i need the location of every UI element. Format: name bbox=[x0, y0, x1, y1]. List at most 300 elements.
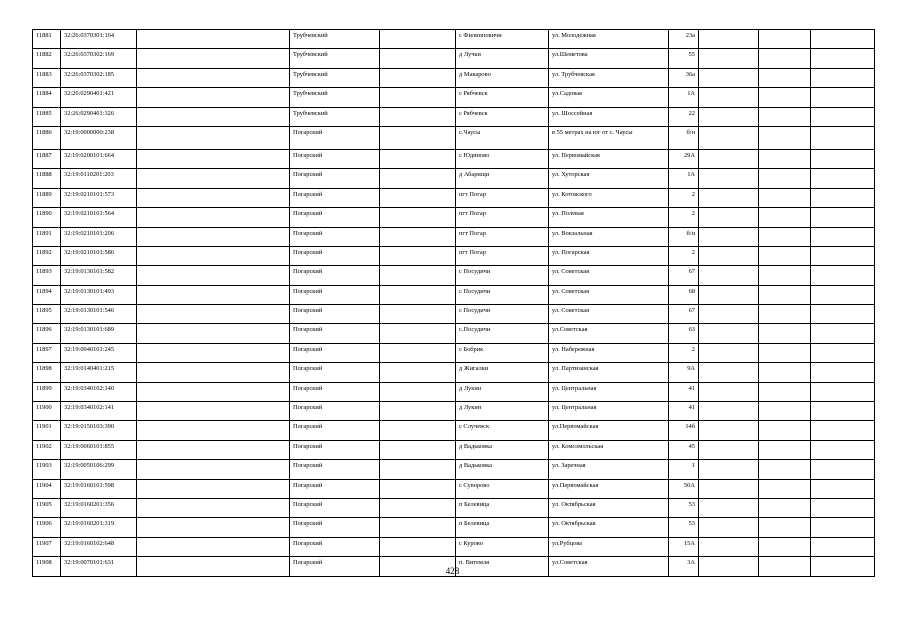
cell-empty bbox=[811, 49, 875, 68]
cell-empty bbox=[759, 402, 811, 421]
cell-record-number: 11897 bbox=[33, 343, 61, 362]
cell-district: Погарский bbox=[290, 266, 380, 285]
cell-settlement: с Случевск bbox=[456, 421, 549, 440]
table-row bbox=[33, 169, 875, 188]
cell-house-number: 15А bbox=[669, 537, 699, 556]
cell-empty bbox=[699, 246, 759, 265]
cell-empty bbox=[811, 479, 875, 498]
cell-empty bbox=[137, 421, 290, 440]
cell-district: Погарский bbox=[290, 421, 380, 440]
table-row bbox=[33, 285, 875, 304]
cell-cadastral-number: 32:19:0160101:598 bbox=[61, 479, 137, 498]
cell-empty bbox=[380, 266, 456, 285]
cell-settlement: с.Посудичи bbox=[456, 324, 549, 343]
cell-empty bbox=[380, 30, 456, 49]
table-row bbox=[33, 382, 875, 401]
cell-house-number: 1А bbox=[669, 169, 699, 188]
cell-house-number: 2 bbox=[669, 343, 699, 362]
cell-street: ул. Заречная bbox=[549, 460, 669, 479]
cell-district: Погарский bbox=[290, 208, 380, 227]
cell-empty bbox=[699, 363, 759, 382]
cell-district: Трубчевский bbox=[290, 68, 380, 87]
cell-settlement: д Лукин bbox=[456, 402, 549, 421]
cell-empty bbox=[699, 149, 759, 168]
cell-empty bbox=[699, 266, 759, 285]
cell-record-number: 11883 bbox=[33, 68, 61, 87]
cell-district: Погарский bbox=[290, 169, 380, 188]
cell-cadastral-number: 32:19:0130101:582 bbox=[61, 266, 137, 285]
cell-settlement: пгт Погар bbox=[456, 227, 549, 246]
cell-cadastral-number: 32:19:0160201:356 bbox=[61, 498, 137, 517]
cell-district: Погарский bbox=[290, 126, 380, 149]
cell-cadastral-number: 32:19:0070101:631 bbox=[61, 557, 137, 576]
cell-empty bbox=[811, 421, 875, 440]
cell-street: ул. Советская bbox=[549, 285, 669, 304]
cell-record-number: 11904 bbox=[33, 479, 61, 498]
cell-empty bbox=[699, 30, 759, 49]
cell-empty bbox=[137, 49, 290, 68]
cell-record-number: 11907 bbox=[33, 537, 61, 556]
cell-house-number: 53 bbox=[669, 518, 699, 537]
table-row bbox=[33, 149, 875, 168]
cell-empty bbox=[380, 305, 456, 324]
cell-empty bbox=[811, 169, 875, 188]
cell-house-number: 50А bbox=[669, 479, 699, 498]
cell-district: Погарский bbox=[290, 479, 380, 498]
cell-empty bbox=[811, 324, 875, 343]
cell-empty bbox=[811, 266, 875, 285]
cell-house-number: б/н bbox=[669, 126, 699, 149]
cell-record-number: 11886 bbox=[33, 126, 61, 149]
cell-district: Погарский bbox=[290, 460, 380, 479]
cell-empty bbox=[699, 169, 759, 188]
cell-empty bbox=[380, 49, 456, 68]
table-row bbox=[33, 440, 875, 459]
cell-empty bbox=[137, 498, 290, 517]
cell-district: Погарский bbox=[290, 149, 380, 168]
cell-settlement: с Бобрик bbox=[456, 343, 549, 362]
cell-street: ул. Котовского bbox=[549, 188, 669, 207]
cell-empty bbox=[699, 421, 759, 440]
cell-empty bbox=[759, 208, 811, 227]
cell-district: Трубчевский bbox=[290, 107, 380, 126]
cell-empty bbox=[811, 227, 875, 246]
cell-empty bbox=[380, 363, 456, 382]
cell-empty bbox=[380, 460, 456, 479]
cell-empty bbox=[759, 68, 811, 87]
cell-empty bbox=[380, 107, 456, 126]
cell-record-number: 11896 bbox=[33, 324, 61, 343]
cell-cadastral-number: 32:19:0130101:493 bbox=[61, 285, 137, 304]
cell-cadastral-number: 32:19:0050106:299 bbox=[61, 460, 137, 479]
cell-empty bbox=[759, 227, 811, 246]
cell-cadastral-number: 32:19:0210101:206 bbox=[61, 227, 137, 246]
cell-empty bbox=[137, 88, 290, 107]
cell-empty bbox=[137, 324, 290, 343]
page-number: 428 bbox=[445, 566, 460, 576]
table-row bbox=[33, 30, 875, 49]
cell-house-number: 2 bbox=[669, 208, 699, 227]
cell-record-number: 11890 bbox=[33, 208, 61, 227]
cell-empty bbox=[380, 285, 456, 304]
cell-empty bbox=[759, 537, 811, 556]
cell-empty bbox=[699, 479, 759, 498]
cell-settlement: с Юдиново bbox=[456, 149, 549, 168]
cell-empty bbox=[380, 126, 456, 149]
cell-house-number: 2 bbox=[669, 188, 699, 207]
cell-empty bbox=[137, 440, 290, 459]
cell-empty bbox=[137, 30, 290, 49]
cell-settlement: с Посудичи bbox=[456, 305, 549, 324]
cell-empty bbox=[380, 402, 456, 421]
cell-house-number: 68 bbox=[669, 285, 699, 304]
cell-settlement: д Вадьковка bbox=[456, 440, 549, 459]
cell-settlement: п Белевица bbox=[456, 498, 549, 517]
cell-cadastral-number: 32:19:0110201:203 bbox=[61, 169, 137, 188]
cell-empty bbox=[137, 246, 290, 265]
cell-empty bbox=[811, 208, 875, 227]
cell-district: Погарский bbox=[290, 402, 380, 421]
cell-settlement: д Жигалки bbox=[456, 363, 549, 382]
table-row bbox=[33, 107, 875, 126]
cell-empty bbox=[699, 382, 759, 401]
cell-house-number: 41 bbox=[669, 402, 699, 421]
cell-house-number: 23а bbox=[669, 30, 699, 49]
cell-empty bbox=[380, 169, 456, 188]
cell-record-number: 11906 bbox=[33, 518, 61, 537]
cell-empty bbox=[137, 382, 290, 401]
table-row bbox=[33, 227, 875, 246]
cell-cadastral-number: 32:19:0340102:140 bbox=[61, 382, 137, 401]
table-row bbox=[33, 88, 875, 107]
cell-empty bbox=[759, 246, 811, 265]
cell-cadastral-number: 32:19:0150103:390 bbox=[61, 421, 137, 440]
cell-district: Погарский bbox=[290, 246, 380, 265]
cell-empty bbox=[759, 498, 811, 517]
cell-street: ул.Первомайская bbox=[549, 479, 669, 498]
cell-record-number: 11881 bbox=[33, 30, 61, 49]
cell-record-number: 11892 bbox=[33, 246, 61, 265]
cell-house-number: 67 bbox=[669, 266, 699, 285]
cell-cadastral-number: 32:19:0060101:855 bbox=[61, 440, 137, 459]
cell-empty bbox=[137, 518, 290, 537]
cell-empty bbox=[699, 107, 759, 126]
cell-empty bbox=[137, 402, 290, 421]
cell-record-number: 11908 bbox=[33, 557, 61, 576]
table-row bbox=[33, 305, 875, 324]
cell-street: ул. Комсомольская bbox=[549, 440, 669, 459]
cell-cadastral-number: 32:19:0140401:215 bbox=[61, 363, 137, 382]
cell-empty bbox=[137, 343, 290, 362]
cell-record-number: 11891 bbox=[33, 227, 61, 246]
cell-empty bbox=[699, 324, 759, 343]
cell-district: Погарский bbox=[290, 188, 380, 207]
cell-district: Трубчевский bbox=[290, 30, 380, 49]
cell-empty bbox=[380, 343, 456, 362]
cell-empty bbox=[380, 68, 456, 87]
cell-empty bbox=[811, 363, 875, 382]
cell-house-number: 41 bbox=[669, 382, 699, 401]
cell-empty bbox=[759, 285, 811, 304]
table-row bbox=[33, 266, 875, 285]
cell-empty bbox=[811, 343, 875, 362]
cell-empty bbox=[811, 305, 875, 324]
cell-cadastral-number: 32:19:0200101:664 bbox=[61, 149, 137, 168]
cell-record-number: 11899 bbox=[33, 382, 61, 401]
cell-district: Погарский bbox=[290, 305, 380, 324]
cell-cadastral-number: 32:19:0210101:586 bbox=[61, 246, 137, 265]
cell-empty bbox=[380, 440, 456, 459]
cell-empty bbox=[380, 246, 456, 265]
cell-record-number: 11895 bbox=[33, 305, 61, 324]
cell-settlement: с Суворово bbox=[456, 479, 549, 498]
cell-record-number: 11900 bbox=[33, 402, 61, 421]
table-row bbox=[33, 518, 875, 537]
cell-district: Погарский bbox=[290, 557, 380, 576]
cell-district: Погарский bbox=[290, 382, 380, 401]
cell-street: ул. Центральная bbox=[549, 382, 669, 401]
cell-empty bbox=[811, 285, 875, 304]
cell-cadastral-number: 32:19:0160201:319 bbox=[61, 518, 137, 537]
cell-house-number: 55 bbox=[669, 49, 699, 68]
cell-empty bbox=[811, 518, 875, 537]
cell-empty bbox=[380, 227, 456, 246]
cell-cadastral-number: 32:26:0290401:421 bbox=[61, 88, 137, 107]
cell-district: Погарский bbox=[290, 440, 380, 459]
table-row bbox=[33, 126, 875, 149]
cell-empty bbox=[137, 460, 290, 479]
cell-empty bbox=[759, 305, 811, 324]
cell-empty bbox=[380, 479, 456, 498]
cell-empty bbox=[759, 107, 811, 126]
cell-empty bbox=[759, 30, 811, 49]
cell-settlement: п. Витемля bbox=[456, 557, 549, 576]
table-row bbox=[33, 460, 875, 479]
cell-empty bbox=[759, 188, 811, 207]
cell-empty bbox=[759, 382, 811, 401]
cell-house-number: 67 bbox=[669, 305, 699, 324]
cell-district: Трубчевский bbox=[290, 49, 380, 68]
cell-settlement: с Посудичи bbox=[456, 266, 549, 285]
cell-street: ул. Погарская bbox=[549, 246, 669, 265]
table-row bbox=[33, 188, 875, 207]
cell-district: Погарский bbox=[290, 324, 380, 343]
cell-street: ул.Рубцова bbox=[549, 537, 669, 556]
cell-settlement: с Рябчевск bbox=[456, 107, 549, 126]
cell-street: ул.Садовая bbox=[549, 88, 669, 107]
cell-street: ул. Хуторская bbox=[549, 169, 669, 188]
table-row bbox=[33, 402, 875, 421]
cell-cadastral-number: 32:19:0210101:573 bbox=[61, 188, 137, 207]
cell-empty bbox=[699, 537, 759, 556]
cell-empty bbox=[380, 208, 456, 227]
cell-house-number: 29А bbox=[669, 149, 699, 168]
cell-street: ул.Советская bbox=[549, 324, 669, 343]
cell-empty bbox=[759, 88, 811, 107]
cell-empty bbox=[811, 440, 875, 459]
cell-empty bbox=[380, 518, 456, 537]
cell-record-number: 11882 bbox=[33, 49, 61, 68]
cell-settlement: д Лукин bbox=[456, 382, 549, 401]
cell-district: Трубчевский bbox=[290, 88, 380, 107]
cell-settlement: п Белевица bbox=[456, 518, 549, 537]
cell-empty bbox=[137, 188, 290, 207]
cell-empty bbox=[811, 188, 875, 207]
cell-record-number: 11903 bbox=[33, 460, 61, 479]
cell-cadastral-number: 32:26:0370301:164 bbox=[61, 30, 137, 49]
cell-empty bbox=[137, 208, 290, 227]
cell-settlement: с Рябчевск bbox=[456, 88, 549, 107]
cell-empty bbox=[699, 188, 759, 207]
cell-street: ул.Советская bbox=[549, 557, 669, 576]
cell-cadastral-number: 32:19:0130101:546 bbox=[61, 305, 137, 324]
cell-district: Погарский bbox=[290, 363, 380, 382]
cell-empty bbox=[811, 382, 875, 401]
cell-empty bbox=[759, 149, 811, 168]
cell-empty bbox=[380, 149, 456, 168]
cell-record-number: 11884 bbox=[33, 88, 61, 107]
cell-house-number: б/н bbox=[669, 227, 699, 246]
table-row bbox=[33, 324, 875, 343]
cell-record-number: 11905 bbox=[33, 498, 61, 517]
cell-settlement: д Лучки bbox=[456, 49, 549, 68]
cell-empty bbox=[811, 460, 875, 479]
cell-empty bbox=[137, 107, 290, 126]
cell-settlement: пгт Погар bbox=[456, 188, 549, 207]
cell-empty bbox=[759, 460, 811, 479]
cell-cadastral-number: 32:26:0370302:169 bbox=[61, 49, 137, 68]
cell-empty bbox=[699, 208, 759, 227]
cell-house-number: 36а bbox=[669, 68, 699, 87]
cell-empty bbox=[137, 479, 290, 498]
cell-house-number: 14б bbox=[669, 421, 699, 440]
table-row bbox=[33, 421, 875, 440]
cell-settlement: д Вадьковка bbox=[456, 460, 549, 479]
cell-district: Погарский bbox=[290, 498, 380, 517]
cell-empty bbox=[759, 49, 811, 68]
cell-empty bbox=[380, 324, 456, 343]
cell-cadastral-number: 32:19:0130101:689 bbox=[61, 324, 137, 343]
cell-empty bbox=[759, 126, 811, 149]
cell-record-number: 11902 bbox=[33, 440, 61, 459]
property-table bbox=[32, 29, 875, 577]
cell-empty bbox=[137, 68, 290, 87]
cell-empty bbox=[811, 402, 875, 421]
cell-street: ул. Советская bbox=[549, 266, 669, 285]
table-row bbox=[33, 498, 875, 517]
cell-empty bbox=[380, 498, 456, 517]
cell-house-number: 1 bbox=[669, 460, 699, 479]
cell-empty bbox=[811, 149, 875, 168]
table-row bbox=[33, 208, 875, 227]
cell-empty bbox=[699, 68, 759, 87]
cell-empty bbox=[137, 537, 290, 556]
cell-empty bbox=[699, 402, 759, 421]
cell-house-number: 22 bbox=[669, 107, 699, 126]
cell-empty bbox=[811, 126, 875, 149]
cell-record-number: 11885 bbox=[33, 107, 61, 126]
cell-empty bbox=[811, 68, 875, 87]
cell-street: ул.Первомайская bbox=[549, 421, 669, 440]
cell-empty bbox=[759, 324, 811, 343]
cell-settlement: с Филипповичи bbox=[456, 30, 549, 49]
cell-empty bbox=[137, 227, 290, 246]
cell-house-number: 45 bbox=[669, 440, 699, 459]
cell-empty bbox=[811, 498, 875, 517]
cell-empty bbox=[759, 440, 811, 459]
cell-district: Погарский bbox=[290, 343, 380, 362]
cell-settlement: пгт Погар bbox=[456, 208, 549, 227]
cell-empty bbox=[380, 537, 456, 556]
cell-settlement: с Курово bbox=[456, 537, 549, 556]
cell-district: Погарский bbox=[290, 518, 380, 537]
cell-empty bbox=[759, 169, 811, 188]
cell-empty bbox=[759, 421, 811, 440]
cell-settlement: д Макарово bbox=[456, 68, 549, 87]
table-row bbox=[33, 49, 875, 68]
cell-cadastral-number: 32:19:0000000:238 bbox=[61, 126, 137, 149]
cell-record-number: 11901 bbox=[33, 421, 61, 440]
cell-empty bbox=[811, 88, 875, 107]
cell-cadastral-number: 32:19:0340102:141 bbox=[61, 402, 137, 421]
cell-house-number: 2 bbox=[669, 246, 699, 265]
cell-record-number: 11887 bbox=[33, 149, 61, 168]
cell-empty bbox=[699, 440, 759, 459]
cell-district: Погарский bbox=[290, 537, 380, 556]
cell-cadastral-number: 32:19:0040101:245 bbox=[61, 343, 137, 362]
cell-record-number: 11889 bbox=[33, 188, 61, 207]
cell-street: ул. Октябрьская bbox=[549, 498, 669, 517]
cell-empty bbox=[380, 421, 456, 440]
table-row bbox=[33, 68, 875, 87]
cell-cadastral-number: 32:19:0160102:648 bbox=[61, 537, 137, 556]
cell-house-number: 1А bbox=[669, 88, 699, 107]
cell-empty bbox=[699, 460, 759, 479]
cell-empty bbox=[811, 246, 875, 265]
cell-street: ул. Центральная bbox=[549, 402, 669, 421]
cell-empty bbox=[699, 126, 759, 149]
cell-street: ул.Шеметова bbox=[549, 49, 669, 68]
cell-record-number: 11894 bbox=[33, 285, 61, 304]
cell-empty bbox=[759, 266, 811, 285]
cell-empty bbox=[699, 518, 759, 537]
cell-empty bbox=[699, 49, 759, 68]
table-row bbox=[33, 363, 875, 382]
cell-house-number: 53 bbox=[669, 498, 699, 517]
cell-street: ул. Трубчевская bbox=[549, 68, 669, 87]
cell-district: Погарский bbox=[290, 227, 380, 246]
cell-empty bbox=[137, 169, 290, 188]
cell-empty bbox=[380, 382, 456, 401]
cell-street: ул. Полевая bbox=[549, 208, 669, 227]
cell-cadastral-number: 32:26:0290401:326 bbox=[61, 107, 137, 126]
cell-empty bbox=[699, 305, 759, 324]
cell-street: ул. Первомайская bbox=[549, 149, 669, 168]
cell-empty bbox=[811, 537, 875, 556]
cell-street: ул. Октябрьская bbox=[549, 518, 669, 537]
cell-empty bbox=[759, 518, 811, 537]
cell-district: Погарский bbox=[290, 285, 380, 304]
cell-empty bbox=[137, 149, 290, 168]
cell-empty bbox=[699, 285, 759, 304]
cell-settlement: пгт Погар bbox=[456, 246, 549, 265]
cell-street: в 55 метрах на юг от с. Чаусы bbox=[549, 126, 669, 149]
cell-house-number: 9А bbox=[669, 363, 699, 382]
cell-empty bbox=[137, 126, 290, 149]
cell-empty bbox=[380, 188, 456, 207]
cell-empty bbox=[699, 343, 759, 362]
cell-house-number: 3А bbox=[669, 557, 699, 576]
